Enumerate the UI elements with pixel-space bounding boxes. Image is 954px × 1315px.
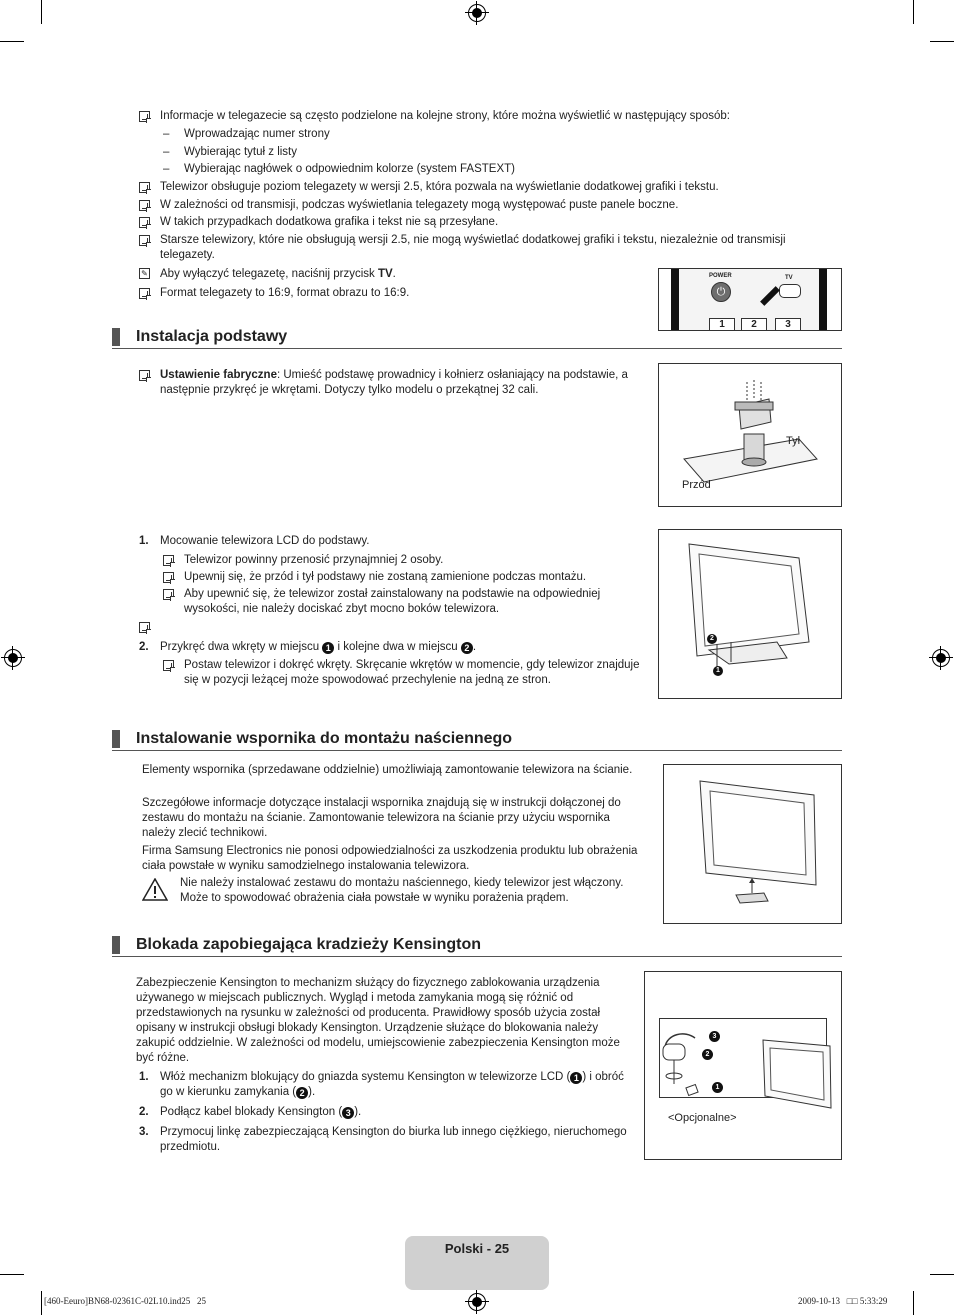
note-icon <box>163 589 174 600</box>
tv-stand-illustration <box>659 530 841 698</box>
marker-1-icon: 1 <box>712 1082 723 1093</box>
tv-key-label: TV <box>377 268 393 280</box>
kensington-figure <box>644 971 842 1160</box>
teletext-tv-off: Aby wyłączyć telegazetę, naciśnij przycisk TV. <box>160 268 396 280</box>
tv-on-stand-figure <box>658 529 842 699</box>
note-icon <box>139 622 150 633</box>
wall-paragraph: Szczegółowe informacje dotyczące instalacji wspornika znajdują się w instrukcji dołączonej do zestawu do montażu na ścianie. Zamontowanie telewizora na ścianie przy użyciu wspornika należy zlecić technikowi. <box>142 797 621 839</box>
warning-icon <box>142 878 168 901</box>
section-title: Instalowanie wspornika do montażu naściennego <box>136 730 513 747</box>
marker-3-icon: 3 <box>709 1031 720 1042</box>
crop-mark <box>41 1291 42 1315</box>
note-icon <box>139 235 150 246</box>
crop-mark <box>41 0 42 24</box>
marker-2-icon: 2 <box>702 1049 713 1060</box>
power-button-icon: ⏻ <box>711 282 731 302</box>
section-title: Instalacja podstawy <box>136 328 288 345</box>
registration-mark-icon <box>468 1293 486 1311</box>
warning-text: Nie należy instalować zestawu do montażu naściennego, kiedy telewizor jest włączony. Może to spowodować obrażenia ciała powstałe w wyniku porażenia prądem. <box>180 877 624 904</box>
registration-mark-icon <box>4 649 22 667</box>
section-heading-wall-mount <box>112 728 842 751</box>
teletext-format-note: Format telegazety to 16:9, format obrazu to 16:9. <box>160 287 410 299</box>
marker-2-icon: 2 <box>707 634 717 644</box>
teletext-note: Telewizor obsługuje poziom telegazety w wersji 2.5, która pozwala na wyświetlanie dodatkowej grafiki i tekstu. <box>160 181 719 193</box>
note-icon <box>139 370 150 381</box>
step-text: Włóż mechanizm blokujący do gniazda systemu Kensington w telewizorze LCD ( 1 ) i obróć go w kierunku zamykania ( 2 ). <box>160 1071 624 1098</box>
teletext-note: W zależności od transmisji, podczas wyświetlania telegazety mogą występować puste panele boczne. <box>160 199 679 211</box>
note-icon <box>163 660 174 671</box>
note-icon <box>139 288 150 299</box>
stand-back-label: Tył <box>786 435 801 447</box>
teletext-note: W takich przypadkach dodatkowa grafika i tekst nie są przesyłane. <box>160 216 499 228</box>
step-text: Przykręć dwa wkręty w miejscu 1 i kolejne dwa w miejscu 2 . <box>160 641 477 653</box>
wall-mount-figure <box>663 764 842 924</box>
registration-mark-icon <box>468 4 486 22</box>
number-2-icon: 2 <box>296 1087 308 1099</box>
section-title: Blokada zapobiegająca kradzieży Kensington <box>136 936 481 953</box>
file-info: [460-Eeuro]BN68-02361C-02L10.ind25 25 <box>44 1296 206 1306</box>
crop-mark <box>913 0 914 24</box>
crop-mark <box>0 41 24 42</box>
step-note: Telewizor powinny przenosić przynajmniej 2 osoby. <box>184 554 444 566</box>
note-icon <box>139 217 150 228</box>
step-text: Przymocuj linkę zabezpieczającą Kensington do biurka lub innego ciężkiego, nieruchomego przedmiotu. <box>160 1126 627 1153</box>
note-icon <box>163 572 174 583</box>
step-note: Upewnij się, że przód i tył podstawy nie zostaną zamienione podczas montażu. <box>184 571 587 583</box>
step-note: Aby upewnić się, że telewizor został zainstalowany na podstawie na odpowiedniej wysokości, nie należy dociskać zbyt mocno boków telewizora. <box>184 588 601 615</box>
stand-front-label: Przód <box>682 479 711 491</box>
remote-note-icon: ✎ <box>139 268 150 279</box>
remote-key-1: 1 <box>709 318 735 331</box>
note-icon <box>163 555 174 566</box>
crop-mark <box>930 1274 954 1275</box>
wall-paragraph: Firma Samsung Electronics nie ponosi odpowiedzialności za uszkodzenia produktu lub obrażenia ciała powstałe w wyniku samodzielnego instalowania telewizora. <box>142 845 638 872</box>
remote-key-2: 2 <box>741 318 767 331</box>
remote-figure <box>658 268 842 331</box>
crop-mark <box>0 1274 24 1275</box>
step-number: 1. <box>139 535 149 547</box>
teletext-dash-item: Wprowadzając numer strony <box>184 128 330 140</box>
number-1-icon: 1 <box>322 642 334 654</box>
page-label: Polski - 25 <box>444 1241 510 1256</box>
tv-label: TV <box>785 275 793 281</box>
step-number: 2. <box>139 641 149 653</box>
note-icon <box>139 200 150 211</box>
stand-figure <box>658 363 842 507</box>
step-number: 1. <box>139 1071 149 1083</box>
kensington-illustration <box>645 972 841 1159</box>
heading-bar <box>112 730 120 748</box>
heading-bar <box>112 328 120 346</box>
dash-marker: – <box>163 128 170 140</box>
teletext-dash-item: Wybierając nagłówek o odpowiednim kolorze (system FASTEXT) <box>184 163 515 175</box>
note-icon <box>139 111 150 122</box>
remote-key-3: 3 <box>775 318 801 331</box>
marker-1-icon: 1 <box>713 666 723 676</box>
teletext-intro: Informacje w telegazecie są często podzielone na kolejne strony, które można wyświetlić w następujący sposób: <box>160 110 730 122</box>
wall-paragraph: Elementy wspornika (sprzedawane oddzielnie) umożliwiają zamontowanie telewizora na ścianie. <box>142 764 633 776</box>
step-note: Postaw telewizor i dokręć wkręty. Skręcanie wkrętów w momencie, gdy telewizor znajduje się w pozycji leżącej może spowodować przechylenie na jedną ze stron. <box>184 659 640 686</box>
kensington-paragraph: Zabezpieczenie Kensington to mechanizm służący do fizycznego zablokowania urządzenia używanego w miejscach publicznych. Wygląd i metoda zamykania mogą się różnić od przedstawionych na rysunku w zależności od producenta. Prawidłowy sposób użycia został opisany w instrukcji obsługi blokady Kensington. Urządzenie służące do blokowania należy zakupić oddzielnie. W zależności od modelu, umiejscowienie zabezpieczenia Kensington może być różne. <box>136 977 620 1064</box>
power-label: POWER <box>709 273 732 279</box>
step-text: Podłącz kabel blokady Kensington ( 3 ). <box>160 1106 362 1118</box>
factory-setting-note: Ustawienie fabryczne: Umieść podstawę prowadnicy i kołnierz osłaniający na podstawie, a następnie przykręć je wkrętami. Dotyczy tylko modelu o przekątnej 32 cali. <box>160 369 628 396</box>
optional-caption: <Opcjonalne> <box>668 1112 737 1124</box>
number-2-icon: 2 <box>461 642 473 654</box>
tv-button-icon <box>779 284 801 298</box>
step-text: Mocowanie telewizora LCD do podstawy. <box>160 535 370 547</box>
dash-marker: – <box>163 146 170 158</box>
page-number-tab <box>405 1236 549 1290</box>
wall-mount-illustration <box>664 765 841 923</box>
date-info: 2009-10-13 □□ 5:33:29 <box>798 1296 888 1306</box>
number-3-icon: 3 <box>342 1107 354 1119</box>
crop-mark <box>930 41 954 42</box>
teletext-dash-item: Wybierając tytuł z listy <box>184 146 298 158</box>
teletext-note: Starsze telewizory, które nie obsługują wersji 2.5, nie mogą wyświetlać dodatkowej grafiki i tekstu, niezależnie od transmisji telegazety. <box>160 234 786 261</box>
note-icon <box>139 182 150 193</box>
section-heading-kensington <box>112 934 842 957</box>
dash-marker: – <box>163 163 170 175</box>
heading-bar <box>112 936 120 954</box>
step-number: 2. <box>139 1106 149 1118</box>
registration-mark-icon <box>932 649 950 667</box>
crop-mark <box>913 1291 914 1315</box>
step-number: 3. <box>139 1126 149 1138</box>
section-heading-stand <box>112 326 842 349</box>
number-1-icon: 1 <box>570 1072 582 1084</box>
